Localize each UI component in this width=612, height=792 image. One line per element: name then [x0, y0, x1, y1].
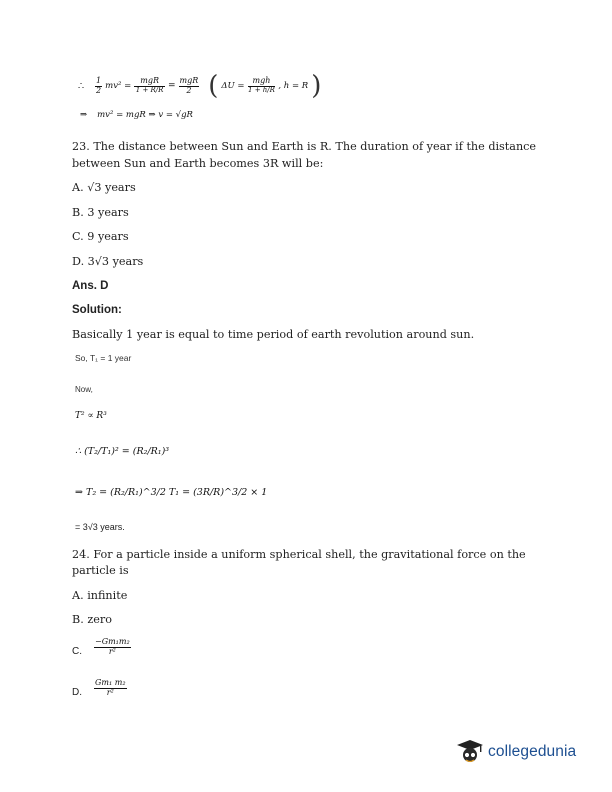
ratio-equation: ∴ (T₂/T₁)² = (R₂/R₁)³ [75, 446, 170, 457]
fraction-mgr-over-1-plus: $\frac{\text{mgR}}{1 + R/R}$ [135, 76, 164, 95]
question-23-line-2: between Sun and Earth becomes 3R will be: [72, 157, 324, 170]
logo-text: collegedunia [488, 743, 577, 760]
fraction-mgr-over-2: $\frac{\text{mgR}}{2}$ [179, 75, 199, 95]
velocity-equation: mv² = mgR ⇒ v = √gR [97, 110, 193, 120]
q24-option-a: A. infinite [72, 589, 128, 602]
result-line: = 3√3 years. [75, 522, 125, 532]
q23-option-b: B. 3 years [72, 206, 129, 219]
equation-line-2 [80, 110, 193, 120]
half-fraction: $\frac{1}{2}$ [96, 75, 102, 95]
right-paren: ) [311, 71, 322, 101]
q24-option-c [72, 638, 131, 657]
question-24-line-1: 24. For a particle inside a uniform spherical shell, the gravitational force on the [72, 548, 526, 561]
so-line: So, T₁ = 1 year [75, 353, 132, 363]
fraction-mgh: $\frac{\text{mgh}}{1 + h/R}$ [248, 76, 275, 95]
q24-option-d-label: D. [72, 686, 82, 698]
solution-text: Basically 1 year is equal to time period of earth revolution around sun. [72, 328, 475, 341]
delta-u-label: ΔU = [221, 81, 245, 91]
q24-option-d-fraction: $\frac{\text{Gm₁ m₂}}{\text{r²}}$ [95, 678, 126, 697]
t2-equation: ⇒ T₂ = (R₂/R₁)^3/2 T₁ = (3R/R)^3/2 × 1 [75, 487, 268, 498]
left-paren: ( [208, 71, 219, 101]
q24-option-d [72, 679, 127, 698]
question-23-line-1: 23. The distance between Sun and Earth is R. The duration of year if the distance [72, 140, 537, 153]
q23-option-c: C. 9 years [72, 230, 129, 243]
graduate-mascot-icon [455, 738, 485, 766]
question-24-line-2: particle is [72, 564, 129, 577]
q23-option-a: A. √3 years [72, 181, 136, 194]
collegedunia-logo [455, 738, 576, 766]
q24-option-c-fraction: $\frac{\text{−Gm₁m₂}}{\text{r²}}$ [95, 637, 130, 656]
equals-sign: = [167, 81, 176, 91]
implies-arrow: ⇒ [80, 110, 88, 120]
solution-label: Solution: [72, 304, 122, 316]
h-equals-r: , h = R [278, 81, 309, 91]
equation-line-1 [78, 73, 321, 99]
proportionality-equation: T² ∝ R³ [75, 411, 107, 421]
now-label: Now, [75, 385, 93, 394]
q24-option-b: B. zero [72, 613, 112, 626]
q24-option-c-label: C. [72, 645, 82, 657]
answer-label: Ans. D [72, 280, 109, 292]
mv2-term: mv² = [105, 81, 132, 91]
therefore-symbol: ∴ [78, 80, 85, 92]
q23-option-d: D. 3√3 years [72, 255, 144, 268]
